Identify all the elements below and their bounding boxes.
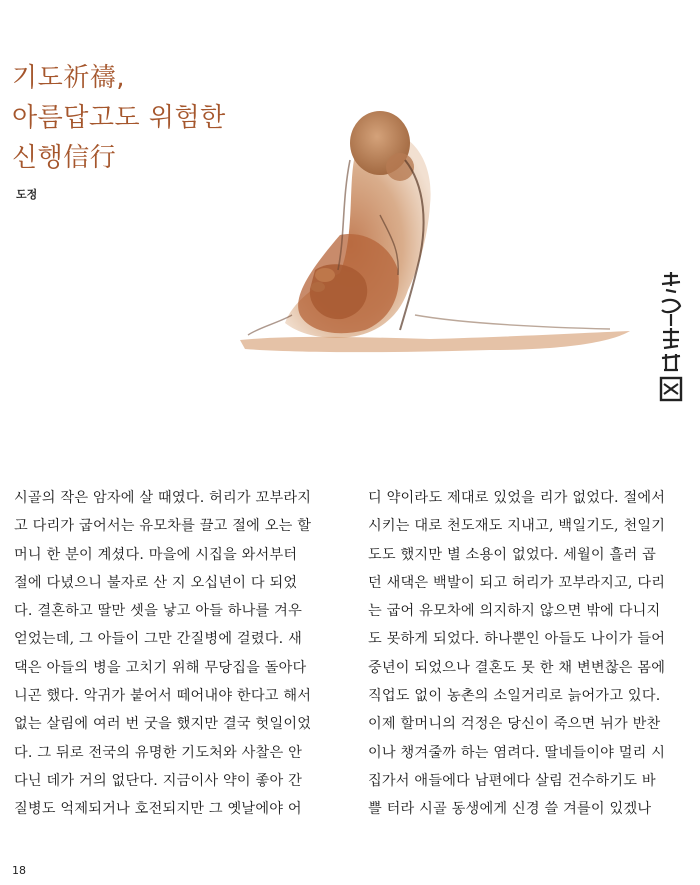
text-line: 이나 챙겨줄까 하는 염려다. 딸네들이야 멀리 시: [368, 744, 666, 761]
text-line: 다닌 데가 거의 없단다. 지금이사 약이 좋아 간: [14, 772, 302, 789]
title-line-3: 신행信行: [12, 143, 117, 173]
text-line: 다. 그 뒤로 전국의 유명한 기도처와 사찰은 안: [14, 744, 302, 761]
text-line: 댁은 아들의 병을 고치기 위해 무당집을 돌아다: [14, 659, 307, 676]
text-line: 도 못하게 되었다. 하나뿐인 아들도 나이가 들어: [368, 631, 666, 648]
text-line: 시골의 작은 암자에 살 때였다. 허리가 꼬부라지: [14, 490, 312, 506]
text-line: 도도 했지만 별 소용이 없었다. 세월이 흘러 곱: [368, 546, 656, 563]
text-line: 얻었는데, 그 아들이 그만 간질병에 걸렸다. 새: [14, 631, 302, 648]
text-line: 질병도 억제되거나 호전되지만 그 옛날에야 어: [14, 801, 302, 818]
author-name: 도정: [16, 188, 38, 201]
text-line: 시키는 대로 천도재도 지내고, 백일기도, 천일기: [368, 518, 666, 535]
text-line: 다. 결혼하고 딸만 셋을 낳고 아들 하나를 겨우: [14, 603, 302, 620]
title-line-1: 기도祈禱,: [12, 63, 125, 93]
text-line: 고 다리가 굽어서는 유모차를 끌고 절에 오는 할: [14, 518, 312, 535]
text-line: 이제 할머니의 걱정은 당신이 죽으면 뉘가 반찬: [368, 716, 661, 733]
text-line: 없는 살림에 여러 번 굿을 했지만 결국 헛일이었: [14, 716, 312, 733]
calligraphy-signature: [652, 270, 692, 410]
body-column-right: [368, 484, 686, 824]
monk-ink-painting: [230, 65, 700, 420]
body-column-left: [14, 484, 336, 824]
title-line-2: 아름답고도 위험한: [12, 103, 226, 133]
page-number: 18: [12, 864, 26, 877]
text-line: 머니 한 분이 계셨다. 마을에 시집을 와서부터: [14, 546, 298, 563]
text-line: 절에 다녔으니 불자로 산 지 오십년이 다 되었: [14, 574, 298, 591]
text-line: 니곤 했다. 악귀가 붙어서 떼어내야 한다고 해서: [14, 688, 312, 705]
text-line: 는 굽어 유모차에 의지하지 않으면 밖에 다니지: [368, 603, 661, 620]
text-line: 집가서 애들에다 남편에다 살림 건수하기도 바: [368, 772, 656, 789]
text-line: 디 약이라도 제대로 있었을 리가 없었다. 절에서: [368, 490, 666, 506]
text-line: 쁠 터라 시골 동생에게 신경 쓸 겨를이 있겠나: [368, 801, 652, 818]
text-line: 직업도 없이 농촌의 소일거리로 늙어가고 있다.: [368, 688, 661, 705]
text-line: 던 새댁은 백발이 되고 허리가 꼬부라지고, 다리: [368, 574, 666, 591]
text-line: 중년이 되었으나 결혼도 못 한 채 변변찮은 몸에: [368, 659, 666, 676]
